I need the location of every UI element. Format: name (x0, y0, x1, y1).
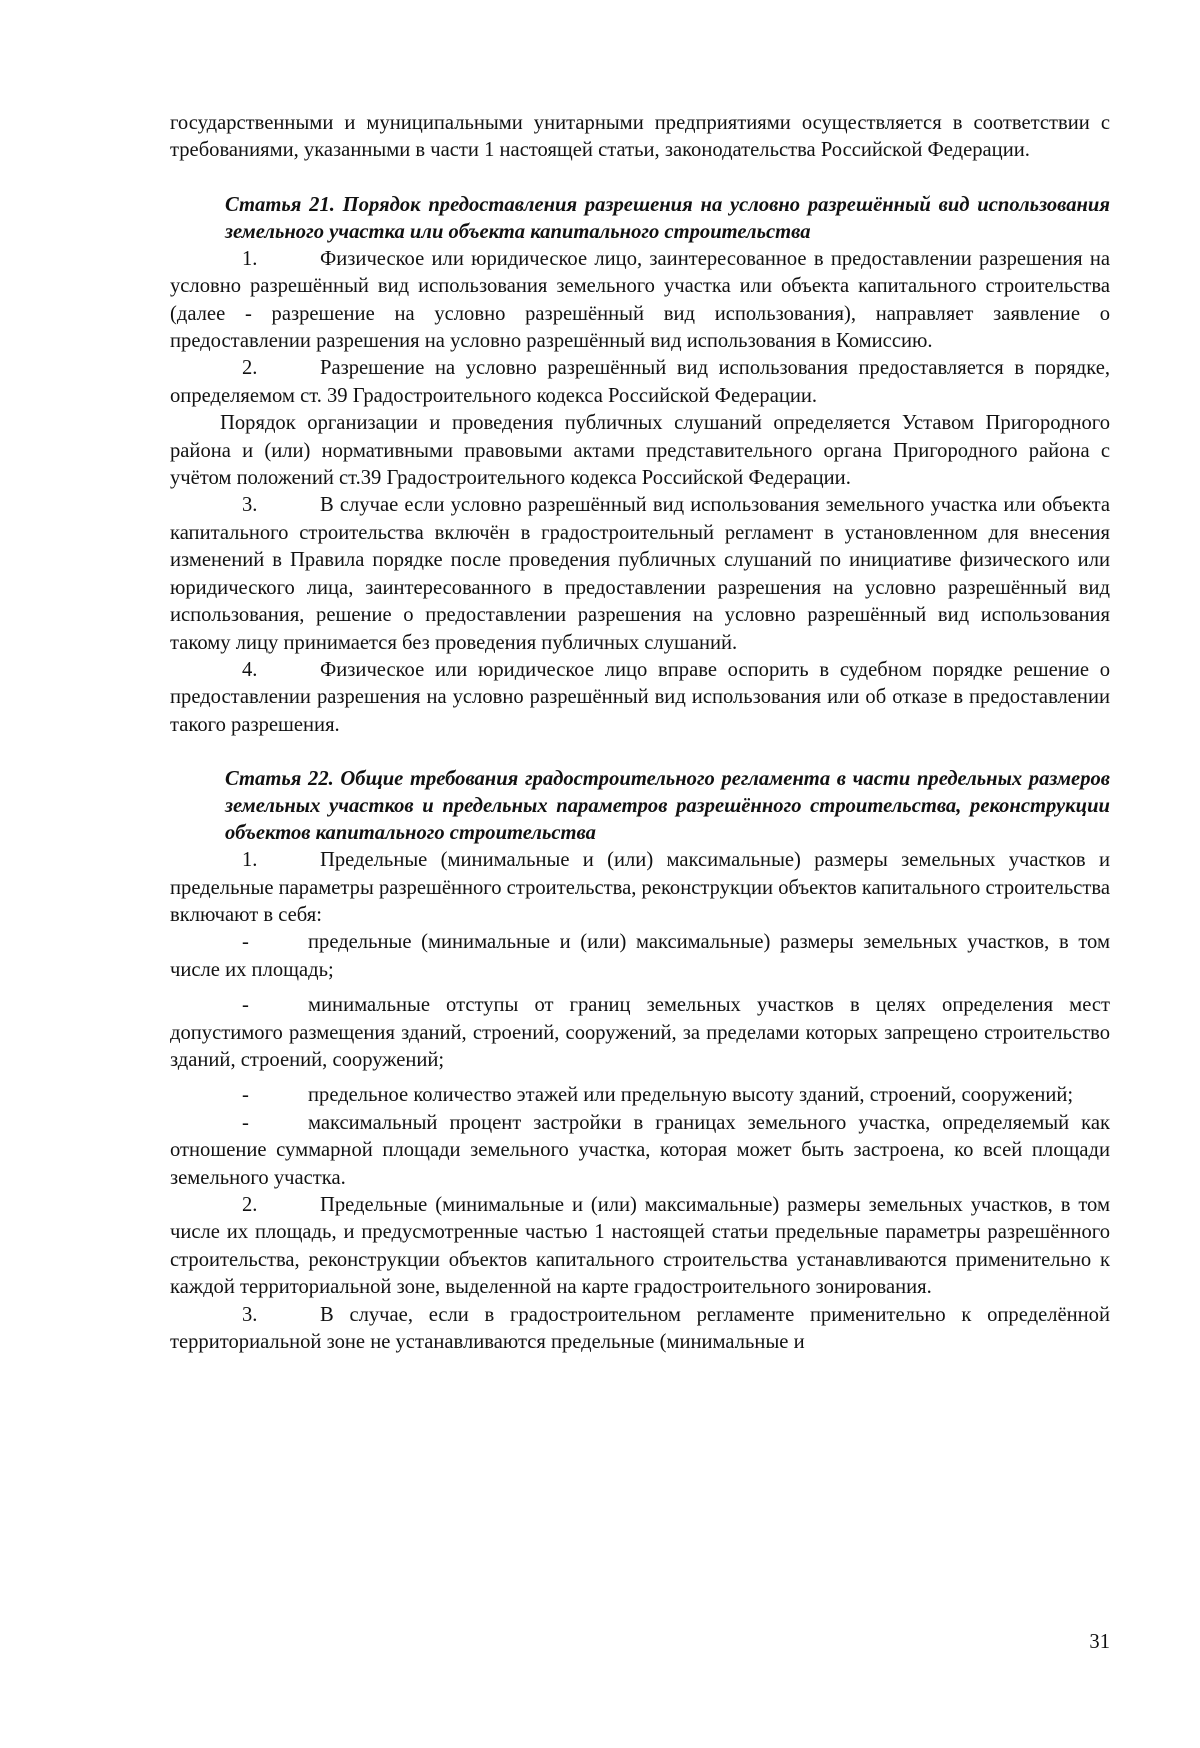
intro-paragraph: государственными и муниципальными унитарными предприятиями осуществляется в соответствии с требованиями, указанными в части 1 настоящей статьи, законодательства Российской Федерации. (170, 112, 1110, 162)
article-22-paragraph-1 (170, 847, 1110, 929)
paragraph-text: Предельные (минимальные и (или) максимальные) размеры земельных участков, в том числе их площадь, и предусмотренные частью 1 настоящей статьи предельные параметры разрешённого строительства, реконструкции объектов капитального строительства устанавливаются применительно к каждой территориальной зоне, выделенной на карте градостроительного зонирования. (170, 1194, 1110, 1299)
bullet-item (170, 929, 1110, 984)
bullet-text: предельное количество этажей или предельную высоту зданий, строений, сооружений; (308, 1084, 1074, 1107)
article-21-paragraph-3 (170, 492, 1110, 656)
bullet-dash: - (242, 1111, 249, 1134)
paragraph-number: 4. (242, 658, 258, 681)
paragraph-text: Физическое или юридическое лицо вправе оспорить в судебном порядке решение о предоставлении разрешения на условно разрешённый вид использования или об отказе в предоставлении такого разрешения. (170, 658, 1110, 736)
article-21-paragraph-2 (170, 355, 1110, 410)
paragraph-text: В случае если условно разрешённый вид использования земельного участка или объекта капитального строительства включён в градостроительный регламент в установленном для внесения изменений в Правила порядке после проведения публичных слушаний по инициативе физического или юридического лица, заинтересованного в предоставлении разрешения на условно разрешённый вид использования, решение о предоставлении разрешения на условно разрешённый вид использования такому лицу принимается без проведения публичных слушаний. (170, 494, 1110, 654)
article-22-heading: Статья 22. Общие требования градостроительного регламента в части предельных размеров земельных участков и предельных параметров разрешённого строительства, реконструкции объектов капитального строительства (225, 768, 1110, 845)
paragraph-number: 3. (242, 1303, 258, 1326)
article-21-heading: Статья 21. Порядок предоставления разрешения на условно разрешённый вид использования земельного участка или объекта капитального строительства (225, 193, 1110, 243)
paragraph-text: Физическое или юридическое лицо, заинтересованное в предоставлении разрешения на условно разрешённый вид использования земельного участка или объекта капитального строительства (далее - разрешение на условно разрешённый вид использования), направляет заявление о предоставлении разрешения на условно разрешённый вид использования в Комиссию. (170, 247, 1110, 353)
paragraph-text: Разрешение на условно разрешённый вид использования предоставляется в порядке, определяемом ст. 39 Градостроительного кодекса Российской Федерации. (170, 357, 1110, 407)
paragraph-number: 2. (242, 1194, 258, 1216)
paragraph-text: Предельные (минимальные и (или) максимальные) размеры земельных участков и предельные параметры разрешённого строительства, реконструкции объектов капитального строительства включают в себя: (170, 849, 1110, 926)
bullet-dash: - (242, 931, 249, 954)
paragraph-number: 3. (242, 494, 258, 517)
bullet-dash: - (242, 1084, 249, 1107)
bullet-text: предельные (минимальные и (или) максимальные) размеры земельных участков, в том числе их площадь; (170, 931, 1110, 981)
article-22-paragraph-2 (170, 1192, 1110, 1302)
bullet-text: максимальный процент застройки в границах земельного участка, определяемый как отношение суммарной площади земельного участка, которая может быть застроена, ко всей площади земельного участка. (170, 1111, 1110, 1189)
article-21-paragraph-1 (170, 246, 1110, 356)
bullet-item (170, 1082, 1110, 1109)
paragraph-text: В случае, если в градостроительном регламенте применительно к определённой территориальной зоне не устанавливаются предельные (минимальные и (170, 1303, 1110, 1354)
article-21-paragraph-2b: Порядок организации и проведения публичных слушаний определяется Уставом Пригородного района и (или) нормативными правовыми актами представительного органа Пригородного района с учётом положений ст.39 Градостроительного кодекса Российской Федерации. (170, 412, 1110, 490)
paragraph-number: 2. (242, 357, 258, 380)
document-page (170, 110, 1110, 1356)
bullet-item (170, 992, 1110, 1074)
bullet-text: минимальные отступы от границ земельных участков в целях определения мест допустимого размещения зданий, строений, сооружений, за пределами которых запрещено строительство зданий, строений, сооружений; (170, 994, 1110, 1071)
page-number: 31 (1089, 1631, 1110, 1653)
article-21-paragraph-4 (170, 657, 1110, 739)
bullet-dash: - (242, 994, 249, 1017)
bullet-item (170, 1110, 1110, 1192)
paragraph-number: 1. (242, 849, 258, 872)
paragraph-number: 1. (242, 247, 258, 270)
article-22-paragraph-3 (170, 1302, 1110, 1357)
